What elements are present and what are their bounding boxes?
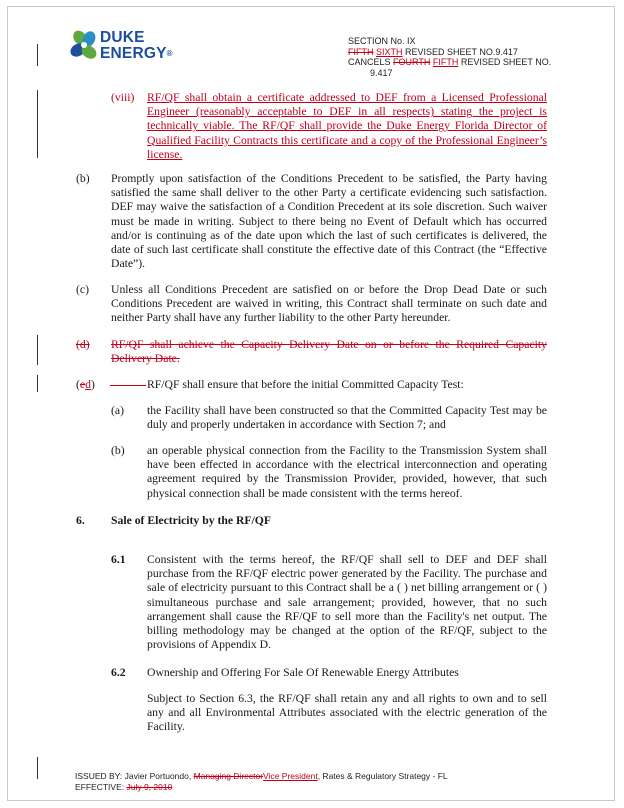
- change-bar-e: [37, 375, 38, 392]
- item-e-label: [76, 378, 95, 392]
- logo-registered-mark: ®: [166, 49, 173, 58]
- item-b-text: Promptly upon satisfaction of the Conditions Precedent to be satisfied, the Party having satisfied the same shall deliver to the other Party a certificate evidencing such satisfaction. DEF may waive the satisfaction of a Condition Precedent at its sole discretion. Such waiver must be made in writing. Subject to there being no Event of Default which has occurred and/or is continuing as of the date upon which the last of such certificates is delivered, the date of such last certificate shall constitute the effective date of this Contract (the “Effective Date”).: [111, 172, 547, 271]
- item-e-b-label: (b): [111, 444, 125, 457]
- page-footer: [75, 771, 448, 792]
- effective-line: [75, 782, 448, 793]
- cancels-inserted: FIFTH: [432, 57, 459, 67]
- title-inserted: Vice President: [263, 771, 318, 781]
- effective-date-deleted: July 9, 2010: [126, 781, 173, 792]
- issued-by-line: [75, 771, 448, 782]
- section-6-2-text: Subject to Section 6.3, the RF/QF shall retain any and all rights to own and to sell any and all Environmental Attributes associated with the electric generation of the Facility.: [147, 692, 547, 734]
- item-c-label: (c): [76, 283, 89, 296]
- logo-line-2: ENERGY: [100, 45, 167, 62]
- item-viii-text: RF/QF shall obtain a certificate addressed to DEF from a Licensed Professional Engineer (reasonably acceptable to DEF in all respects) stating the project is technically viable. The RF/QF shall provide the Duke Energy Florida Director of Qualified Facility Contracts this certificate and a copy of the Professional Engineer’s license.: [147, 91, 547, 161]
- duke-energy-flower-icon: [70, 29, 100, 63]
- cancels-deleted: FOURTH: [393, 57, 431, 67]
- cancels-prefix: CANCELS: [348, 57, 394, 67]
- change-bar-footer: [37, 757, 38, 779]
- duke-energy-logo: [70, 27, 190, 71]
- section-6-2-number: 6.2: [111, 666, 126, 679]
- item-viii-label: (viii): [111, 91, 135, 104]
- item-c-text: Unless all Conditions Precedent are satisfied on or before the Drop Dead Date or such Conditions Precedent are waived in writing, this Contract shall terminate on such date and neither Party shall have any further liability to the other Party hereunder.: [111, 283, 547, 325]
- cancels-rest: REVISED SHEET NO.: [458, 57, 552, 67]
- item-e-close-paren: ): [90, 378, 95, 391]
- revised-sheet-line: [348, 47, 551, 58]
- item-e-a-text: the Facility shall have been constructed so that the Committed Capacity Test may be duly and properly undertaken in accordance with Section 7; and: [147, 404, 547, 432]
- title-rest: , Rates & Regulatory Strategy - FL: [317, 771, 448, 781]
- change-bar-header: [37, 44, 38, 66]
- section-6-number: 6.: [76, 514, 85, 527]
- section-6-title: Sale of Electricity by the RF/QF: [111, 514, 272, 527]
- issued-by-name: ISSUED BY: Javier Portuondo,: [75, 771, 194, 781]
- change-bar-d: [37, 335, 38, 365]
- title-deleted: Managing Director: [193, 771, 264, 781]
- item-e-deleted-letter: e: [79, 378, 86, 391]
- item-e-text: RF/QF shall ensure that before the initial Committed Capacity Test:: [147, 378, 464, 391]
- revision-inserted: SIXTH: [376, 46, 403, 57]
- effective-label: EFFECTIVE:: [75, 781, 127, 792]
- section-number: SECTION No. IX: [348, 36, 416, 46]
- item-d-text: RF/QF shall achieve the Capacity Delivery Date on or before the Required Capacity Delivery Date.: [111, 338, 547, 366]
- cancels-sheet-number: 9.417: [370, 67, 393, 78]
- deleted-tab-marker: [110, 385, 146, 386]
- item-e-inserted-letter: d: [85, 378, 91, 391]
- item-e-b-text: an operable physical connection from the Facility to the Transmission System shall have been effected in accordance with the electrical interconnection and operating agreement required by the Transmission Provider, provided, however, that such physical connection shall be made consistent with the terms hereof.: [147, 444, 547, 500]
- section-6-1-number: 6.1: [111, 553, 126, 566]
- item-b-label: (b): [76, 172, 90, 185]
- section-6-2-title: Ownership and Offering For Sale Of Renewable Energy Attributes: [147, 666, 459, 679]
- change-bar-viii: [37, 90, 38, 158]
- logo-line-1: DUKE: [100, 29, 145, 46]
- item-e-a-label: (a): [111, 404, 124, 417]
- item-e-open-paren: (: [76, 378, 80, 391]
- section-6-1-text: Consistent with the terms hereof, the RF/QF shall sell to DEF and DEF shall purchase from the RF/QF electric power generated by the Facility. The purchase and sale of electricity pursuant to this Contract shall be a ( ) net billing arrangement or ( ) simultaneous purchase and sale arrangement; provided, however, that no such arrangement shall cause the RF/QF to sell more than the Facility's net output. The billing methodology may be changed at the option of the RF/QF, subject to the provisions of Appendix D.: [147, 553, 547, 652]
- logo-wordmark: [100, 30, 173, 62]
- sheet-header: [348, 36, 551, 78]
- revised-sheet-number: REVISED SHEET NO.9.417: [402, 46, 518, 57]
- cancels-line: [348, 57, 551, 68]
- revision-deleted: FIFTH: [348, 46, 374, 57]
- item-d-label: (d): [76, 338, 90, 351]
